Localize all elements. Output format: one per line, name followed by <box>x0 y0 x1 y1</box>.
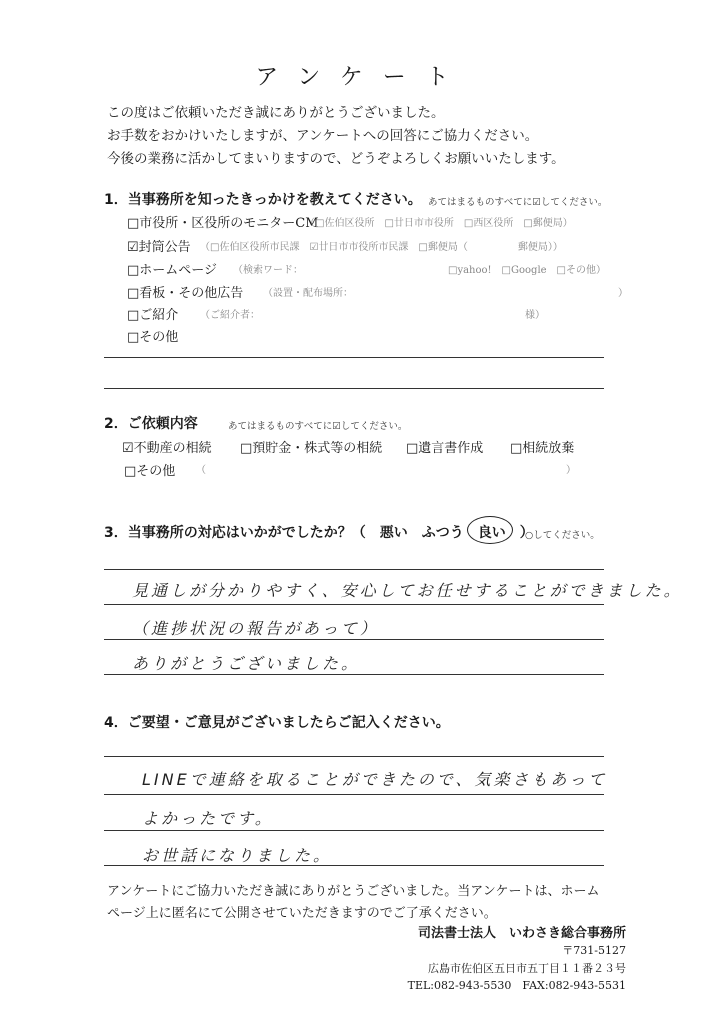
q3-answer-line-rule-4 <box>104 674 604 675</box>
q4-answer-line-2: よかったです。 <box>142 809 274 828</box>
q1-option-referral-sub: （ご紹介者： 様） <box>200 310 545 321</box>
q1-answer-line-1 <box>104 357 604 358</box>
footer-thanks-line-2: ページ上に匿名にて公開させていただきますのでご了承ください。 <box>107 906 497 921</box>
q1-option-other[interactable]: □その他 <box>127 330 179 345</box>
q3-heading: 3．当事務所の対応はいかがでしたか？（ 悪い ふつう 良い ） <box>104 525 534 541</box>
postal-code: 〒731-5127 <box>562 944 626 957</box>
q1-heading: 1．当事務所を知ったきっかけを教えてください。 <box>104 192 422 208</box>
q4-answer-line-rule-1 <box>104 756 604 757</box>
q2-option-real-estate[interactable]: ☑不動産の相続 <box>122 441 212 456</box>
q1-option-signboard[interactable]: □看板・その他広告 <box>127 286 244 301</box>
page-title: アンケート <box>255 64 469 90</box>
q1-option-monitor-cm-sub: （□佐伯区役所 □廿日市市役所 □西区役所 □郵便局） <box>305 218 573 229</box>
address: 広島市佐伯区五日市五丁目１１番２３号 <box>428 962 626 975</box>
q2-option-other[interactable]: □その他 <box>124 464 176 479</box>
q4-answer-line-rule-3 <box>104 830 604 831</box>
q1-option-monitor-cm[interactable]: □市役所・区役所のモニターCM <box>127 216 319 231</box>
q1-note: あてはまるものすべてに☑してください。 <box>428 197 608 208</box>
q4-heading: 4．ご要望・ご意見がございましたらご記入ください。 <box>104 715 450 731</box>
intro-line-3: 今後の業務に活かしてまいりますので、どうぞよろしくお願いいたします。 <box>107 151 565 167</box>
org-name: 司法書士法人 いわさき総合事務所 <box>417 926 626 941</box>
q1-option-envelope[interactable]: ☑封筒公告 <box>127 240 191 255</box>
q3-answer-line-rule-3 <box>104 639 604 640</box>
tel-fax: TEL:082-943-5530 FAX:082-943-5531 <box>407 979 626 992</box>
q3-answer-line-rule-2 <box>104 604 604 605</box>
q2-option-will[interactable]: □遺言書作成 <box>406 441 484 456</box>
q1-option-homepage[interactable]: □ホームページ <box>127 263 218 278</box>
q4-answer-line-1: LINEで連絡を取ることができたので、気楽さもあって <box>142 770 608 789</box>
q1-option-referral[interactable]: □ご紹介 <box>127 308 179 323</box>
q4-answer-line-rule-2 <box>104 794 604 795</box>
q1-option-signboard-sub: （設置・配布場所： ） <box>263 288 628 299</box>
footer-thanks-line-1: アンケートにご協力いただき誠にありがとうございました。当アンケートは、ホーム <box>107 884 600 899</box>
q1-option-envelope-sub: （□佐伯区役所市民課 ☑廿日市市役所市民課 □郵便局（ 郵便局）） <box>200 242 563 253</box>
q4-answer-line-rule-4 <box>104 865 604 866</box>
intro-line-2: お手数をおかけいたしますが、アンケートへの回答にご協力ください。 <box>107 128 539 144</box>
q2-heading: 2．ご依頼内容 <box>104 416 198 432</box>
q2-note: あてはまるものすべてに☑してください。 <box>228 421 408 432</box>
q2-option-renounce[interactable]: □相続放棄 <box>510 441 575 456</box>
intro-line-1: この度はご依頼いただき誠にありがとうございました。 <box>107 105 445 121</box>
q3-answer-line-rule-1 <box>104 569 604 570</box>
q4-answer-line-3: お世話になりました。 <box>142 846 333 865</box>
q3-note: ○してください。 <box>525 530 600 541</box>
q3-selected-circle <box>467 516 513 544</box>
q3-answer-line-2-start: （進捗状況の報告があって） <box>132 619 379 638</box>
q2-other-paren: （ ） <box>196 465 576 476</box>
q3-answer-line-1: 見通しが分かりやすく、安心してお任せすることができました。 <box>132 581 683 600</box>
q1-option-homepage-sub: （検索ワード： □yahoo! □Google □その他） <box>233 265 607 276</box>
q3-answer-line-3: ありがとうございました。 <box>132 654 361 673</box>
q2-option-deposits[interactable]: □預貯金・株式等の相続 <box>240 441 383 456</box>
q1-answer-line-2 <box>104 388 604 389</box>
